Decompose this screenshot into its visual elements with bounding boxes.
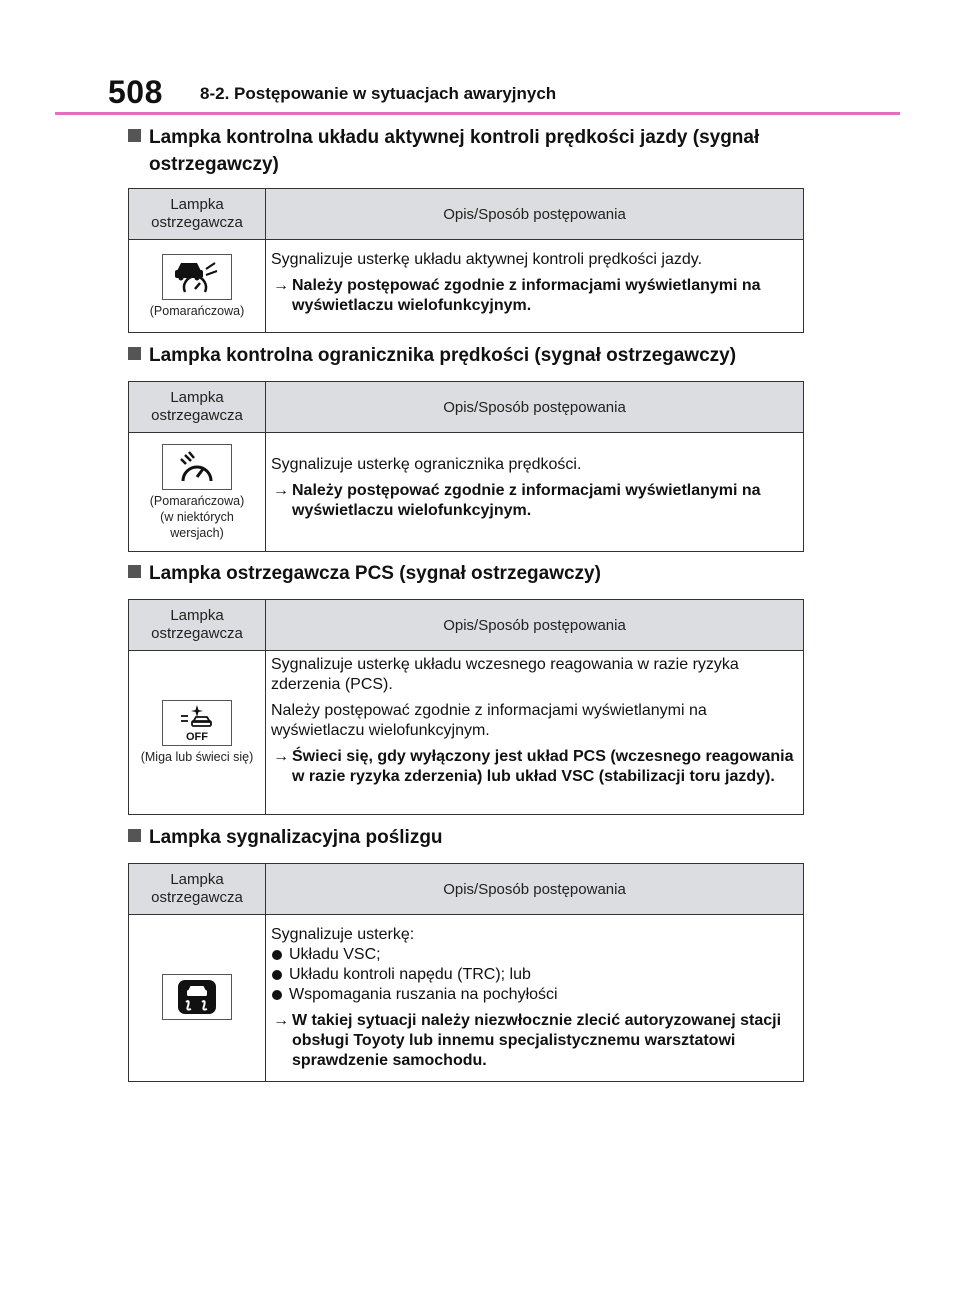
- header-description: Opis/Sposób postępowania: [266, 189, 804, 240]
- speed-limiter-warning-icon: [162, 444, 232, 490]
- svg-text:OFF: OFF: [186, 731, 208, 743]
- description-cell: [266, 651, 804, 815]
- description-text: Sygnalizuje usterkę układu wczesnego reagowania w razie ryzyka zderzenia (PCS).: [271, 656, 739, 693]
- bullet-icon: [272, 990, 282, 1000]
- description-text: Sygnalizuje usterkę ogranicznika prędkości.: [271, 456, 582, 473]
- icon-cell: [129, 915, 266, 1082]
- list-item: Układu kontroli napędu (TRC); lub: [271, 965, 797, 985]
- table-header-row: [129, 864, 804, 915]
- page-number: 508: [108, 74, 163, 110]
- list-item: Układu VSC;: [271, 945, 797, 965]
- action-text: → Należy postępować zgodnie z informacjami wyświetlanymi na wyświetlaczu wielofunkcyjnym.: [273, 277, 761, 314]
- chapter-title: 8-2. Postępowanie w sytuacjach awaryjnych: [200, 84, 557, 103]
- table-row: [129, 240, 804, 333]
- table-header-row: [129, 382, 804, 433]
- icon-caption: (Pomarańczowa): [149, 303, 245, 318]
- icon-cell: [129, 651, 266, 815]
- section-title-pcs: Lampka ostrzegawcza PCS (sygnał ostrzegawczy): [128, 560, 808, 587]
- icon-cell: [129, 433, 266, 552]
- pcs-off-warning-icon: [162, 700, 232, 746]
- section-marker: [128, 829, 141, 842]
- table-header-row: [129, 189, 804, 240]
- section-marker: [128, 347, 141, 360]
- section-title-speed-limiter: Lampka kontrolna ogranicznika prędkości (sygnał ostrzegawczy): [128, 342, 808, 369]
- description-text-2: Należy postępować zgodnie z informacjami wyświetlanymi na wyświetlaczu wielofunkcyjnym.: [271, 702, 707, 739]
- icon-caption: (Pomarańczowa) (w niektórych wersjach): [149, 493, 245, 540]
- table-row: [129, 915, 804, 1082]
- action-text: → Świeci się, gdy wyłączony jest układ PCS (wczesnego reagowania w razie ryzyka zderzenia) lub układ VSC (stabilizacji toru jazdy).: [273, 748, 794, 785]
- warning-table-speed-limiter: [128, 381, 804, 552]
- header-warning-lamp: Lampka ostrzegawcza: [129, 864, 266, 915]
- action-text: → W takiej sytuacji należy niezwłocznie zlecić autoryzowanej stacji obsługi Toyoty lub innemu specjalistycznemu warsztatowi sprawdzenie samochodu.: [273, 1012, 782, 1069]
- icon-caption: (Miga lub świeci się): [140, 750, 254, 764]
- header-description: Opis/Sposób postępowania: [266, 864, 804, 915]
- description-text: Sygnalizuje usterkę układu aktywnej kontroli prędkości jazdy.: [271, 251, 703, 268]
- header-description: Opis/Sposób postępowania: [266, 600, 804, 651]
- table-row: [129, 651, 804, 815]
- bullet-icon: [272, 970, 282, 980]
- header-description: Opis/Sposób postępowania: [266, 382, 804, 433]
- section-title-cruise-control: Lampka kontrolna układu aktywnej kontroli prędkości jazdy (sygnał ostrzegawczy): [128, 124, 808, 178]
- section-marker: [128, 565, 141, 578]
- description-cell: [266, 433, 804, 552]
- header-warning-lamp: Lampka ostrzegawcza: [129, 600, 266, 651]
- description-text: Sygnalizuje usterkę:: [271, 926, 415, 943]
- warning-table-cruise-control: [128, 188, 804, 333]
- header-rule: [55, 112, 900, 115]
- warning-table-pcs: [128, 599, 804, 815]
- slip-indicator-icon: [162, 974, 232, 1020]
- table-header-row: [129, 600, 804, 651]
- cruise-control-warning-icon: [162, 254, 232, 300]
- section-title-slip-indicator: Lampka sygnalizacyjna poślizgu: [128, 824, 808, 851]
- header-warning-lamp: Lampka ostrzegawcza: [129, 189, 266, 240]
- description-cell: [266, 240, 804, 333]
- warning-table-slip-indicator: [128, 863, 804, 1082]
- icon-cell: [129, 240, 266, 333]
- list-item: Wspomagania ruszania na pochyłości: [271, 985, 797, 1005]
- table-row: [129, 433, 804, 552]
- header-warning-lamp: Lampka ostrzegawcza: [129, 382, 266, 433]
- bullet-icon: [272, 950, 282, 960]
- section-marker: [128, 129, 141, 142]
- action-text: → Należy postępować zgodnie z informacjami wyświetlanymi na wyświetlaczu wielofunkcyjnym.: [273, 482, 761, 519]
- description-cell: [266, 915, 804, 1082]
